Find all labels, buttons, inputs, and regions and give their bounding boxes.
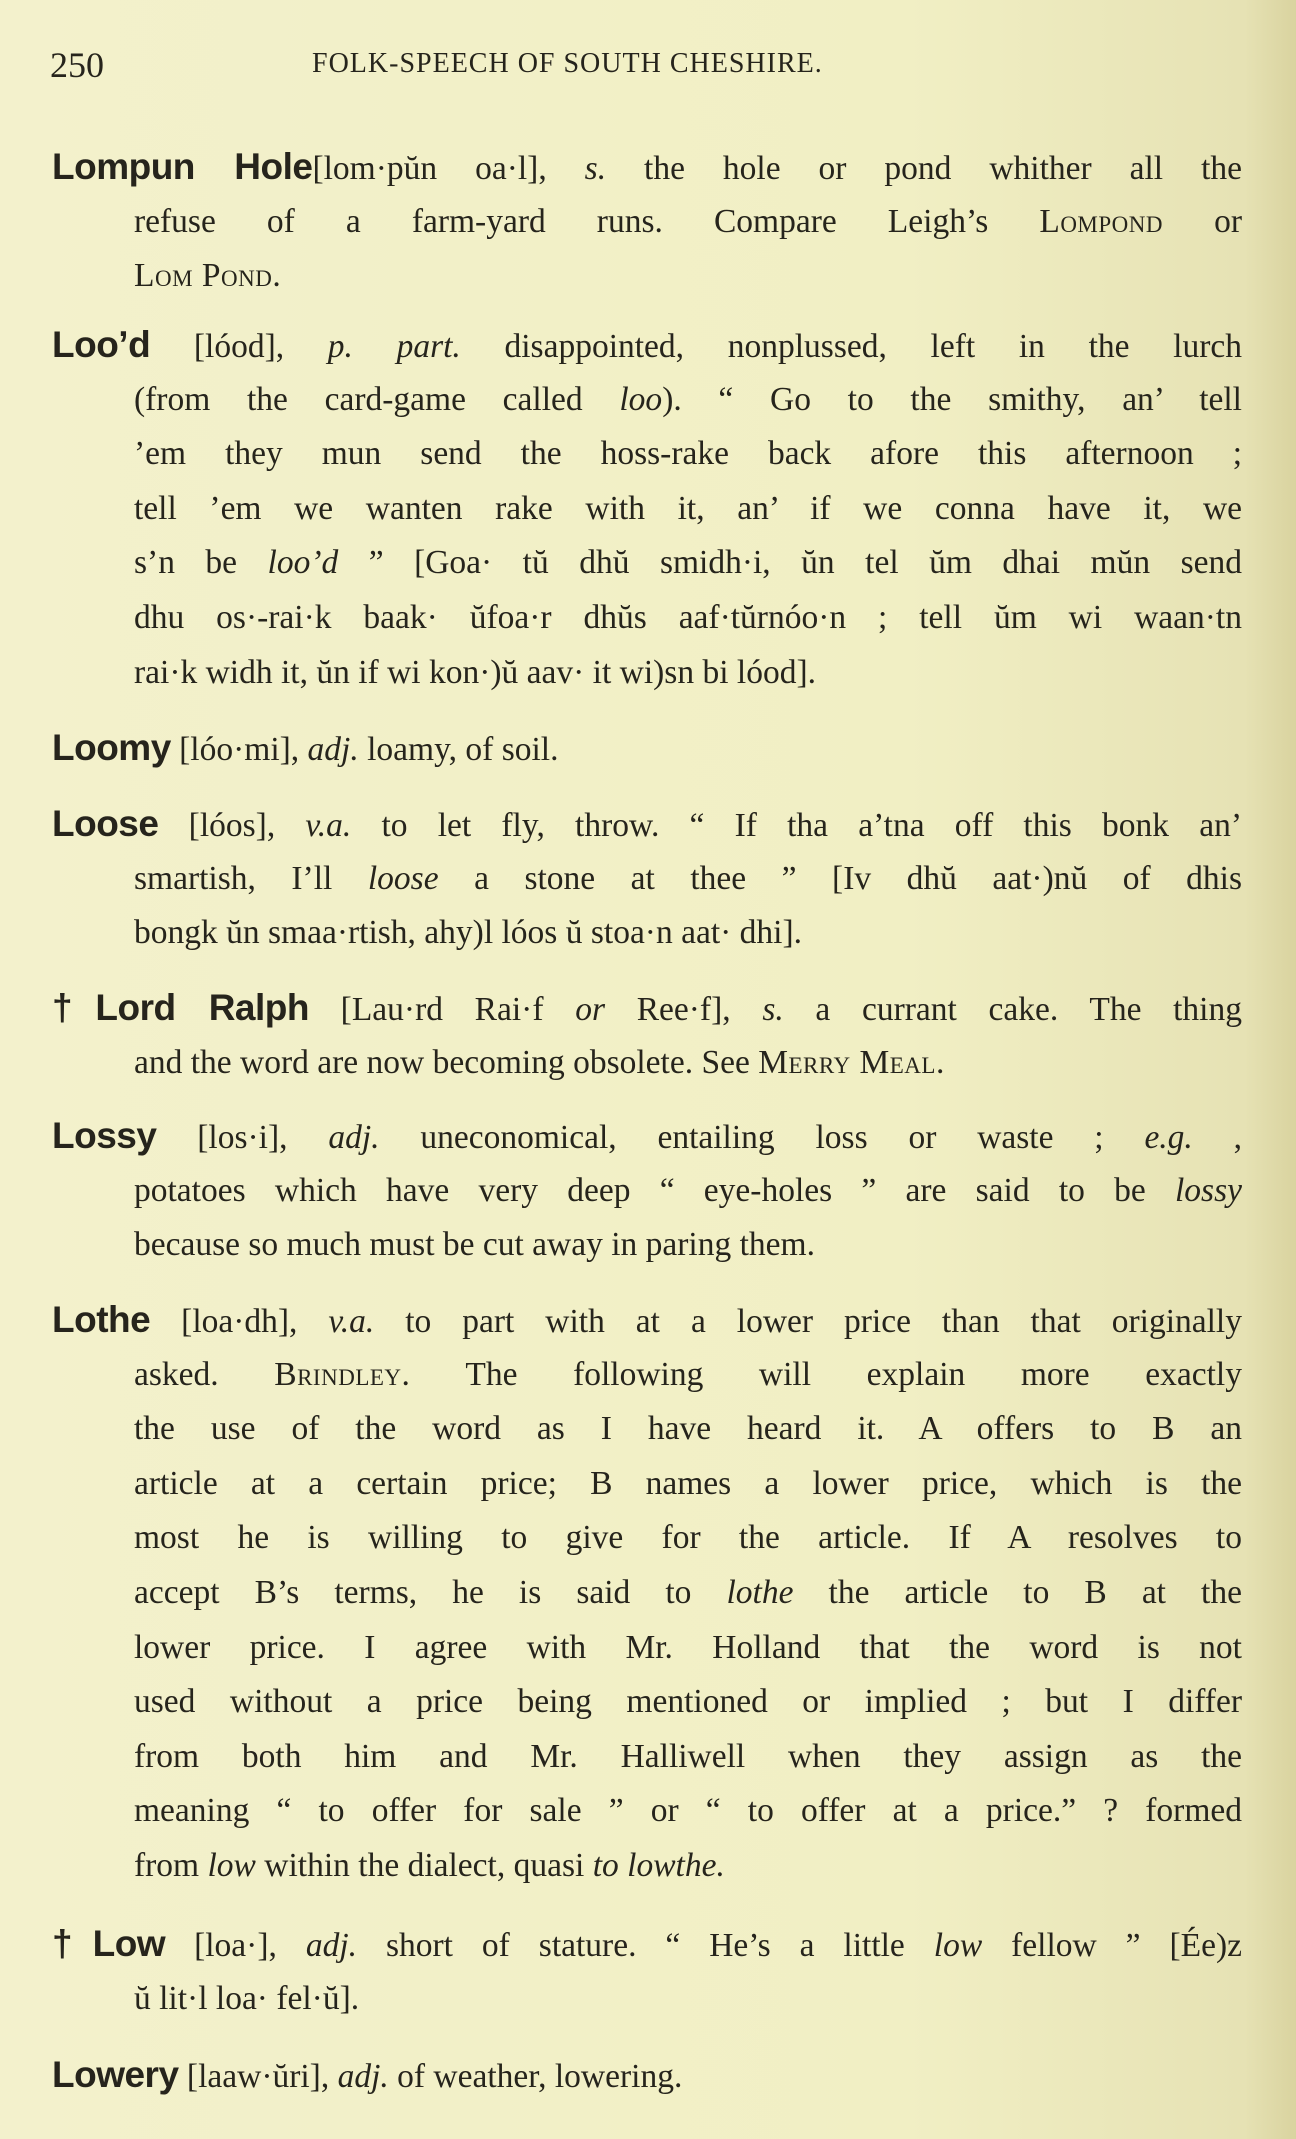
text: the use of the word as I have heard it. A offers to B an <box>134 1410 1242 1448</box>
entry-line <box>134 427 1242 482</box>
headword: Loomy <box>52 727 171 768</box>
text: short of stature. “ He’s a little <box>357 1927 934 1964</box>
entry-line <box>134 1402 1242 1457</box>
text: the hole or pond whither all the <box>606 150 1242 187</box>
text: accept B’s terms, he is said to <box>134 1573 727 1611</box>
entry-line <box>134 195 1242 250</box>
small-caps-text: Lom Pond. <box>134 257 282 295</box>
text: asked. <box>134 1355 275 1393</box>
italic-text: adj. <box>307 731 359 768</box>
text: ” [Goa· tŭ dhŭ smidh·i, ŭn tel ŭm dhai mŭn send <box>338 544 1242 582</box>
text: ’em they mun send the hoss-rake back afore this afternoon ; <box>134 435 1242 473</box>
text: tell ’em we wanten rake with it, an’ if we conna have it, we <box>134 489 1242 527</box>
entry-loose <box>52 797 1242 961</box>
text: the article to B at the <box>793 1573 1242 1611</box>
headword: †Lord Ralph <box>52 987 309 1028</box>
entry-line <box>134 1730 1242 1785</box>
entry-line <box>134 1621 1242 1676</box>
running-title: FOLK-SPEECH OF SOUTH CHESHIRE. <box>312 48 823 79</box>
italic-text: low <box>207 1846 256 1884</box>
text: [lom·pŭn oa·l], <box>312 150 585 187</box>
entry-line <box>134 1218 1242 1273</box>
entry-line <box>134 1839 1242 1894</box>
entry-lompun-hole <box>52 140 1242 304</box>
text: from both him and Mr. Halliwell when they assign as the <box>134 1737 1242 1775</box>
text: within the dialect, quasi <box>255 1846 593 1884</box>
small-caps-text: Merry Meal. <box>758 1043 945 1081</box>
italic-text: loo <box>619 380 663 418</box>
entry-lowery <box>52 2048 1242 2103</box>
text: [Lau·rd Rai·f <box>308 991 576 1028</box>
entry-line <box>52 721 1242 776</box>
entry-line <box>134 482 1242 537</box>
entry-line <box>134 1036 1242 1091</box>
text: to part with at a lower price than that originally <box>374 1303 1242 1340</box>
italic-text: s. <box>584 150 607 187</box>
italic-text: e.g. <box>1144 1119 1193 1156</box>
entry-line <box>52 797 1242 852</box>
text: s’n be <box>134 544 268 582</box>
text: or <box>1163 202 1242 240</box>
italic-text: loo’d <box>267 544 339 582</box>
text: dhu os·-rai·k baak· ŭfoa·r dhŭs aaf·tŭrnóo·n ; tell ŭm wi waan·tn <box>134 598 1242 636</box>
small-caps-text: Brindley. <box>274 1355 411 1393</box>
text: fellow ” [Ée)z <box>982 1927 1242 1964</box>
text: Ree·f], <box>605 991 763 1028</box>
entry-line <box>52 140 1242 195</box>
entry-loomy <box>52 721 1242 776</box>
italic-text: lothe <box>726 1573 794 1611</box>
entry-line <box>134 646 1242 701</box>
text: bongk ŭn smaa·rtish, ahy)l lóos ŭ stoa·n aat· dhi]. <box>134 914 803 952</box>
text: potatoes which have very deep “ eye-holes ” are said to be <box>134 1171 1175 1209</box>
entry-line <box>134 1675 1242 1730</box>
italic-text: p. part. <box>327 328 461 365</box>
text: [los·i], <box>156 1119 329 1156</box>
text: and the word are now becoming obsolete. See <box>134 1043 759 1081</box>
text: rai·k widh it, ŭn if wi kon·)ŭ aav· it wi)sn bi lóod]. <box>134 653 816 691</box>
text: from <box>134 1846 208 1884</box>
text: a currant cake. The thing <box>783 991 1242 1028</box>
headword: Lothe <box>52 1299 151 1340</box>
italic-text: loose <box>367 859 439 897</box>
text: most he is willing to give for the article. If A resolves to <box>134 1519 1242 1557</box>
italic-text: low <box>933 1927 983 1964</box>
text: to let fly, throw. “ If tha a’tna off this bonk an’ <box>351 807 1242 844</box>
italic-text: adj. <box>305 1927 358 1964</box>
entry-low <box>52 1917 1242 2026</box>
italic-text: to lowthe. <box>592 1846 725 1884</box>
text: article at a certain price; B names a lower price, which is the <box>134 1464 1242 1502</box>
entry-line <box>52 1293 1242 1348</box>
italic-text: v.a. <box>305 807 352 844</box>
text: , <box>1192 1119 1243 1156</box>
text: smartish, I’ll <box>134 859 368 897</box>
italic-text: or <box>575 991 605 1028</box>
text: of weather, lowering. <box>388 2058 683 2095</box>
headword: Loo’d <box>52 324 151 365</box>
entry-line <box>134 1457 1242 1512</box>
text: used without a price being mentioned or implied ; but I differ <box>134 1683 1242 1721</box>
headword: Lompun Hole <box>52 146 313 187</box>
text: [loa·dh], <box>150 1303 329 1340</box>
entry-lothe <box>52 1293 1242 1894</box>
headword: †Low <box>52 1923 166 1964</box>
entry-lossy <box>52 1109 1242 1273</box>
text: loamy, of soil. <box>358 731 559 768</box>
entry-line <box>52 981 1242 1036</box>
entry-line <box>52 2048 1242 2103</box>
text: disappointed, nonplussed, left in the lurch <box>460 328 1242 365</box>
small-caps-text: Lompond <box>1039 202 1164 240</box>
text: refuse of a farm-yard runs. Compare Leigh’s <box>134 202 1040 240</box>
entry-line <box>134 1784 1242 1839</box>
entry-line <box>134 1972 1242 2027</box>
text: ). “ Go to the smithy, an’ tell <box>662 380 1242 418</box>
text: [lóos], <box>158 807 306 844</box>
italic-text: lossy <box>1175 1171 1242 1209</box>
entry-lord-ralph <box>52 981 1242 1090</box>
entry-line <box>52 1917 1242 1972</box>
entry-line <box>134 1566 1242 1621</box>
text: ŭ lit·l loa· fel·ŭ]. <box>134 1979 360 2017</box>
text: [lóod], <box>150 328 328 365</box>
text: The following will explain more exactly <box>410 1355 1242 1393</box>
entry-line <box>134 906 1242 961</box>
entry-line <box>134 1164 1242 1219</box>
italic-text: adj. <box>337 2058 389 2095</box>
text: meaning “ to offer for sale ” or “ to offer at a price.” ? formed <box>134 1792 1242 1830</box>
running-header <box>50 44 1240 84</box>
entry-line <box>134 249 1242 304</box>
text: [loa·], <box>165 1927 306 1964</box>
entry-line <box>134 852 1242 907</box>
page-number: 250 <box>50 45 104 85</box>
headword: Lowery <box>52 2054 179 2095</box>
text: [lóo·mi], <box>170 731 308 768</box>
entry-line <box>52 318 1242 373</box>
italic-text: v.a. <box>328 1303 375 1340</box>
entry-line <box>134 1511 1242 1566</box>
text: uneconomical, entailing loss or waste ; <box>379 1119 1145 1156</box>
entry-line <box>52 1109 1242 1164</box>
entry-line <box>134 1348 1242 1403</box>
text: a stone at thee ” [Iv dhŭ aat·)nŭ of dhis <box>438 859 1242 897</box>
entry-line <box>134 536 1242 591</box>
entry-line <box>134 373 1242 428</box>
italic-text: adj. <box>328 1119 380 1156</box>
text: (from the card-game called <box>134 380 620 418</box>
text: lower price. I agree with Mr. Holland that the word is not <box>134 1628 1242 1666</box>
italic-text: s. <box>762 991 784 1028</box>
text: because so much must be cut away in paring them. <box>134 1226 815 1264</box>
entry-line <box>134 591 1242 646</box>
headword: Lossy <box>52 1115 157 1156</box>
text: [laaw·ŭri], <box>178 2058 338 2095</box>
headword: Loose <box>52 803 159 844</box>
entry-lood <box>52 318 1242 700</box>
